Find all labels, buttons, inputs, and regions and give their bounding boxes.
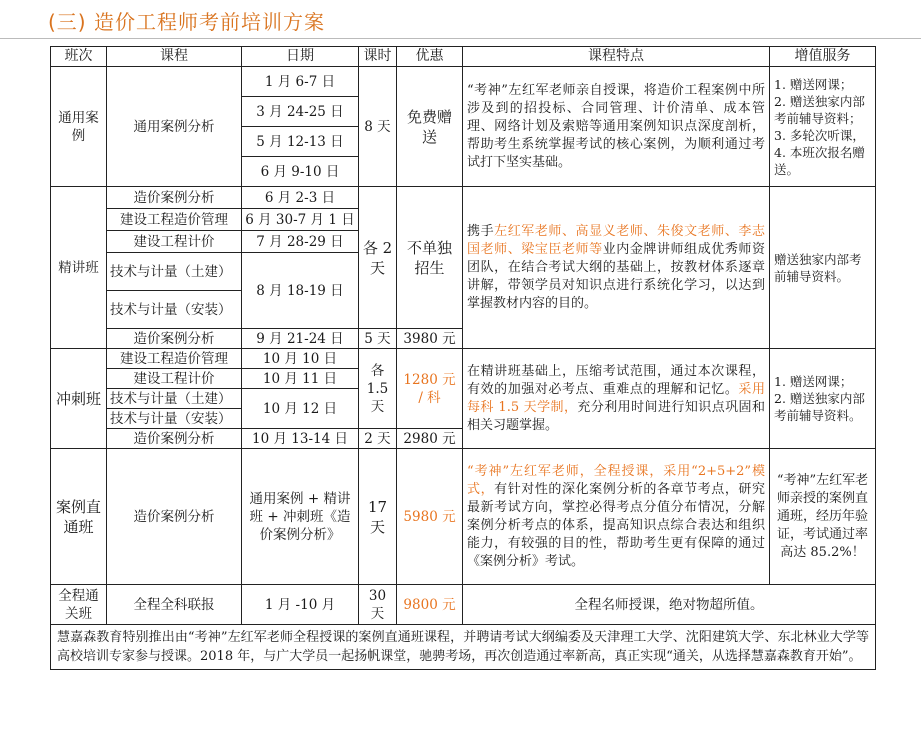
course-cell: 造价案例分析	[107, 429, 242, 449]
feature-cell: “考神”左红军老师亲自授课，将造价工程案例中所涉及到的招投标、合同管理、计价清单、成本管理、网络计划及索赔等通用案例知识点深度剖析，帮助考生系统掌握考试的核心案例，为顺利通过考试打下坚实基础。	[463, 67, 770, 187]
class-cell: 精讲班	[51, 187, 107, 349]
service-item: 1. 赠送网课；	[774, 76, 853, 92]
discount-cell: 2980 元	[397, 429, 463, 449]
feature-cell: 全程名师授课，绝对物超所值。	[463, 585, 876, 625]
discount-cell: 免费赠送	[397, 67, 463, 187]
service-cell: 赠送独家内部考前辅导资料。	[770, 187, 876, 349]
date-cell: 通用案例 + 精讲班 + 冲刺班《造价案例分析》	[242, 449, 359, 585]
course-cell: 造价案例分析	[107, 449, 242, 585]
date-cell: 1 月 6-7 日	[242, 67, 359, 97]
course-cell: 造价案例分析	[107, 329, 242, 349]
header-course: 课程	[107, 47, 242, 67]
feature-cell	[463, 449, 770, 585]
table-row	[51, 67, 876, 97]
table-row	[51, 349, 876, 369]
hours-cell: 17 天	[359, 449, 397, 585]
hours-cell: 8 天	[359, 67, 397, 187]
date-cell: 8 月 18-19 日	[242, 253, 359, 329]
date-cell: 6 月 30-7 月 1 日	[242, 209, 359, 231]
class-cell: 冲刺班	[51, 349, 107, 449]
feature-highlight: 采用每科 1.5 天学制，	[467, 381, 765, 415]
hours-cell: 各 1.5 天	[359, 349, 397, 429]
course-cell: 技术与计量（安装）	[107, 291, 242, 329]
page-title: (三) 造价工程师考前培训方案	[48, 10, 325, 34]
date-cell: 6 月 2-3 日	[242, 187, 359, 209]
header-date: 日期	[242, 47, 359, 67]
date-cell: 5 月 12-13 日	[242, 127, 359, 157]
date-cell: 3 月 24-25 日	[242, 97, 359, 127]
date-cell: 10 月 13-14 日	[242, 429, 359, 449]
discount-cell: 3980 元	[397, 329, 463, 349]
header-hours: 课时	[359, 47, 397, 67]
feature-text: 在精讲班基础上，压缩考试范围，通过本次课程，有效的加强对必考点、重难点的理解和记忆。	[467, 363, 765, 397]
hours-cell: 各 2 天	[359, 187, 397, 329]
table-row	[51, 449, 876, 585]
service-item: 2. 赠送独家内部考前辅导资料。	[774, 391, 865, 423]
discount-cell: 不单独招生	[397, 187, 463, 329]
table-row	[51, 187, 876, 209]
service-item: 2. 赠送独家内部考前辅导资料；	[774, 93, 865, 126]
course-cell: 技术与计量（土建）	[107, 253, 242, 291]
header-row	[51, 47, 876, 67]
date-cell: 10 月 11 日	[242, 369, 359, 389]
date-cell: 10 月 10 日	[242, 349, 359, 369]
date-cell: 6 月 9-10 日	[242, 157, 359, 187]
course-cell: 技术与计量（土建）	[107, 389, 242, 409]
hours-cell: 5 天	[359, 329, 397, 349]
title-divider	[0, 38, 921, 39]
discount-cell: 1280 元 / 科	[397, 349, 463, 429]
discount-cell: 5980 元	[397, 449, 463, 585]
class-cell: 通用案例	[51, 67, 107, 187]
service-item: 4. 本班次报名赠送。	[774, 144, 865, 177]
feature-highlight: “考神”左红军老师，全程授课，采用“2+5+2”模式，	[467, 463, 765, 497]
date-cell: 9 月 21-24 日	[242, 329, 359, 349]
date-cell: 7 月 28-29 日	[242, 231, 359, 253]
feature-text: 业内金牌讲师组成优秀师资团队，在结合考试大纲的基础上，按教材体系逐章讲解，带领学员对知识点进行系统化学习，以达到掌握教材内容的目的。	[467, 241, 765, 311]
course-cell: 建设工程造价管理	[107, 349, 242, 369]
hours-cell: 30 天	[359, 585, 397, 625]
service-cell	[770, 67, 876, 187]
service-item: 3. 多轮次听课，	[774, 127, 865, 143]
course-cell: 通用案例分析	[107, 67, 242, 187]
date-cell: 1 月 -10 月	[242, 585, 359, 625]
header-service: 增值服务	[770, 47, 876, 67]
course-cell: 造价案例分析	[107, 187, 242, 209]
service-cell: “考神”左红军老师亲授的案例直通班，经历年验证，考试通过率高达 85.2%！	[770, 449, 876, 585]
header-discount: 优惠	[397, 47, 463, 67]
hours-cell: 2 天	[359, 429, 397, 449]
service-item: 1. 赠送网课；	[774, 374, 853, 389]
footer-note: 慧嘉森教育特别推出由“考神”左红军老师全程授课的案例直通班课程，并聘请考试大纲编委及天津理工大学、沈阳建筑大学、东北林业大学等高校培训专家参与授课。2018 年，与广大学员一起扬帆课堂，驰骋考场，再次创造通过率新高，真正实现“通关，从选择慧嘉森教育开始”。	[51, 625, 876, 670]
training-plan-table	[50, 46, 876, 670]
feature-text: 充分利用时间进行知识点巩固和相关习题掌握。	[467, 399, 765, 433]
course-cell: 建设工程计价	[107, 231, 242, 253]
course-cell: 建设工程计价	[107, 369, 242, 389]
header-features: 课程特点	[463, 47, 770, 67]
course-cell: 建设工程造价管理	[107, 209, 242, 231]
discount-cell: 9800 元	[397, 585, 463, 625]
class-cell: 案例直通班	[51, 449, 107, 585]
footer-row	[51, 625, 876, 670]
course-cell: 技术与计量（安装）	[107, 409, 242, 429]
class-cell: 全程通关班	[51, 585, 107, 625]
header-class: 班次	[51, 47, 107, 67]
course-cell: 全程全科联报	[107, 585, 242, 625]
service-cell	[770, 349, 876, 449]
table-row	[51, 585, 876, 625]
feature-cell	[463, 187, 770, 349]
date-cell: 10 月 12 日	[242, 389, 359, 429]
teacher-highlight: 左红军老师、高显义老师、朱俊文老师、李志国老师、梁宝臣老师等	[467, 223, 765, 257]
feature-text: 有针对性的深化案例分析的各章节考点，研究最新考试方向，掌控必得考点分值分布情况，分解案例分析考点的体系，提高知识点综合表达和组织能力，有较强的目的性，帮助考生更有保障的通过《案例分析》考试。	[467, 481, 765, 569]
feature-text: 携手	[467, 223, 495, 239]
feature-cell	[463, 349, 770, 449]
